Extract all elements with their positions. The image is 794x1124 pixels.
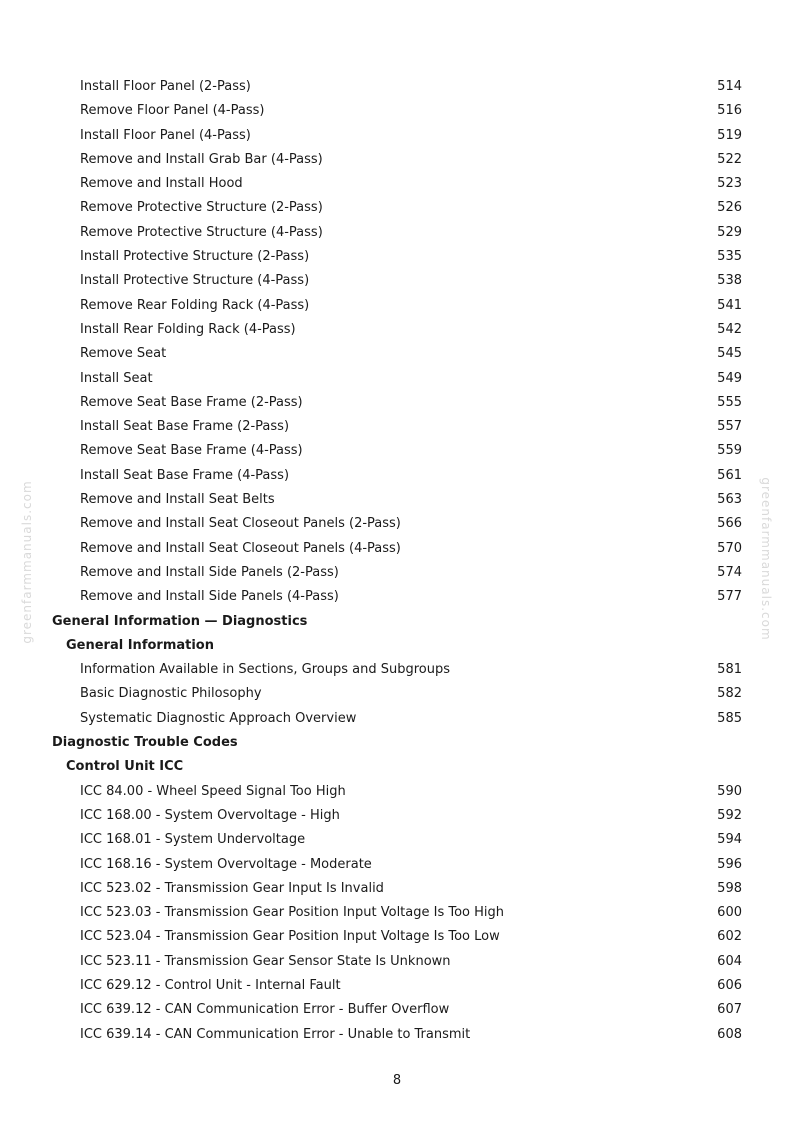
toc-entry-page: 523 [717, 176, 742, 192]
toc-entry[interactable] [0, 658, 794, 682]
toc-entry-title: Remove Seat [80, 346, 167, 362]
toc-entry[interactable] [0, 464, 794, 488]
toc-entry[interactable] [0, 925, 794, 949]
toc-entry-page: 555 [717, 394, 742, 410]
toc-entry[interactable] [0, 221, 794, 245]
toc-entry-title: Remove and Install Hood [80, 176, 243, 192]
toc-entry-title: Basic Diagnostic Philosophy [80, 686, 262, 702]
toc-entry[interactable] [0, 99, 794, 123]
toc-entry-title: Remove Rear Folding Rack (4-Pass) [80, 297, 310, 313]
table-of-contents [0, 75, 794, 1047]
toc-section-heading [0, 731, 794, 755]
toc-entry-page: 557 [717, 419, 742, 435]
toc-entry-page: 570 [717, 540, 742, 556]
toc-entry[interactable] [0, 853, 794, 877]
toc-entry-title: Remove Floor Panel (4-Pass) [80, 103, 265, 119]
toc-entry-title: Remove Seat Base Frame (4-Pass) [80, 443, 303, 459]
toc-entry[interactable] [0, 974, 794, 998]
toc-entry[interactable] [0, 415, 794, 439]
toc-entry-page: 538 [717, 273, 742, 289]
page-number: 8 [392, 1073, 402, 1088]
toc-entry[interactable] [0, 877, 794, 901]
toc-entry-title: ICC 523.04 - Transmission Gear Position Input Voltage Is Too Low [80, 929, 500, 945]
toc-entry-page: 566 [717, 516, 742, 532]
toc-entry-page: 529 [717, 224, 742, 240]
toc-entry-title: ICC 639.14 - CAN Communication Error - Unable to Transmit [80, 1026, 471, 1042]
toc-entry[interactable] [0, 172, 794, 196]
toc-entry-page: 585 [717, 710, 742, 726]
toc-entry-title: Remove and Install Side Panels (4-Pass) [80, 589, 339, 605]
toc-entry-title: ICC 168.01 - System Undervoltage [80, 832, 306, 848]
toc-entry-page: 545 [717, 346, 742, 362]
toc-entry-title: Install Floor Panel (4-Pass) [80, 127, 251, 143]
toc-entry-page: 596 [717, 856, 742, 872]
toc-entry-title: Systematic Diagnostic Approach Overview [80, 710, 357, 726]
toc-entry-title: Remove Protective Structure (4-Pass) [80, 224, 323, 240]
toc-entry-page: 592 [717, 807, 742, 823]
toc-entry-title: ICC 523.02 - Transmission Gear Input Is Invalid [80, 880, 384, 896]
toc-entry[interactable] [0, 269, 794, 293]
toc-entry[interactable] [0, 585, 794, 609]
toc-entry-page: 590 [717, 783, 742, 799]
toc-entry-title: ICC 168.00 - System Overvoltage - High [80, 807, 340, 823]
toc-entry-title: ICC 523.11 - Transmission Gear Sensor State Is Unknown [80, 953, 451, 969]
toc-entry-page: 535 [717, 249, 742, 265]
toc-entry[interactable] [0, 561, 794, 585]
toc-entry-title: Install Protective Structure (2-Pass) [80, 249, 310, 265]
toc-entry[interactable] [0, 391, 794, 415]
toc-entry-title: Install Rear Folding Rack (4-Pass) [80, 321, 296, 337]
toc-subsection-heading [0, 634, 794, 658]
toc-entry-page: 581 [717, 662, 742, 678]
toc-entry-page: 514 [717, 79, 742, 94]
toc-entry-page: 559 [717, 443, 742, 459]
toc-entry-page: 574 [717, 564, 742, 580]
toc-entry-title: Install Protective Structure (4-Pass) [80, 273, 310, 289]
watermark-left: greenfarmmanuals.com [20, 480, 34, 644]
toc-entry[interactable] [0, 780, 794, 804]
toc-entry-title: Install Floor Panel (2-Pass) [80, 79, 251, 94]
toc-entry-page: 604 [717, 953, 742, 969]
toc-entry[interactable] [0, 682, 794, 706]
toc-entry[interactable] [0, 537, 794, 561]
toc-entry[interactable] [0, 148, 794, 172]
toc-entry-title: Remove and Install Seat Closeout Panels (4-Pass) [80, 540, 401, 556]
toc-entry-page: 519 [717, 127, 742, 143]
toc-entry-title: Install Seat Base Frame (4-Pass) [80, 467, 290, 483]
toc-subsection-heading [0, 755, 794, 779]
toc-entry-title: Control Unit ICC [66, 759, 184, 775]
toc-entry[interactable] [0, 294, 794, 318]
toc-entry-title: ICC 629.12 - Control Unit - Internal Fault [80, 977, 341, 993]
toc-entry-title: Install Seat [80, 370, 153, 386]
toc-entry-title: General Information — Diagnostics [52, 613, 308, 629]
toc-entry[interactable] [0, 950, 794, 974]
toc-entry-title: ICC 639.12 - CAN Communication Error - Buffer Overflow [80, 1002, 450, 1018]
toc-entry-page: 606 [717, 977, 742, 993]
toc-entry-page: 549 [717, 370, 742, 386]
toc-entry[interactable] [0, 439, 794, 463]
toc-entry-title: ICC 84.00 - Wheel Speed Signal Too High [80, 783, 346, 799]
toc-entry-title: Remove and Install Side Panels (2-Pass) [80, 564, 339, 580]
toc-entry-page: 582 [717, 686, 742, 702]
toc-entry[interactable] [0, 828, 794, 852]
toc-entry-title: Remove Protective Structure (2-Pass) [80, 200, 323, 216]
toc-entry-page: 516 [717, 103, 742, 119]
toc-entry[interactable] [0, 245, 794, 269]
toc-entry-page: 600 [717, 905, 742, 921]
toc-entry-title: Remove and Install Seat Belts [80, 492, 275, 508]
toc-entry-page: 526 [717, 200, 742, 216]
toc-entry[interactable] [0, 998, 794, 1022]
toc-entry-page: 522 [717, 151, 742, 167]
toc-entry-title: Diagnostic Trouble Codes [52, 735, 238, 751]
toc-entry[interactable] [0, 75, 794, 99]
toc-entry-page: 594 [717, 832, 742, 848]
toc-entry[interactable] [0, 1023, 794, 1047]
toc-entry-title: Remove Seat Base Frame (2-Pass) [80, 394, 303, 410]
toc-entry-page: 608 [717, 1026, 742, 1042]
toc-entry-title: ICC 168.16 - System Overvoltage - Moderate [80, 856, 372, 872]
toc-entry[interactable] [0, 367, 794, 391]
toc-entry-page: 561 [717, 467, 742, 483]
toc-entry-page: 598 [717, 880, 742, 896]
toc-entry[interactable] [0, 318, 794, 342]
toc-entry[interactable] [0, 196, 794, 220]
toc-entry-title: Install Seat Base Frame (2-Pass) [80, 419, 290, 435]
toc-entry-page: 542 [717, 321, 742, 337]
toc-entry-page: 602 [717, 929, 742, 945]
toc-entry-page: 577 [717, 589, 742, 605]
toc-entry-page: 541 [717, 297, 742, 313]
toc-entry[interactable] [0, 901, 794, 925]
toc-section-heading [0, 610, 794, 634]
toc-entry-title: General Information [66, 637, 214, 653]
watermark-right: greenfarmmanuals.com [759, 477, 773, 641]
toc-entry[interactable] [0, 488, 794, 512]
toc-entry[interactable] [0, 804, 794, 828]
toc-entry-title: Remove and Install Grab Bar (4-Pass) [80, 151, 323, 167]
toc-entry-page: 563 [717, 492, 742, 508]
toc-entry[interactable] [0, 512, 794, 536]
toc-entry-title: Remove and Install Seat Closeout Panels (2-Pass) [80, 516, 401, 532]
toc-entry[interactable] [0, 342, 794, 366]
toc-entry-title: ICC 523.03 - Transmission Gear Position Input Voltage Is Too High [80, 905, 505, 921]
toc-entry[interactable] [0, 124, 794, 148]
toc-entry-title: Information Available in Sections, Groups and Subgroups [80, 662, 451, 678]
toc-entry-page: 607 [717, 1002, 742, 1018]
toc-entry[interactable] [0, 707, 794, 731]
